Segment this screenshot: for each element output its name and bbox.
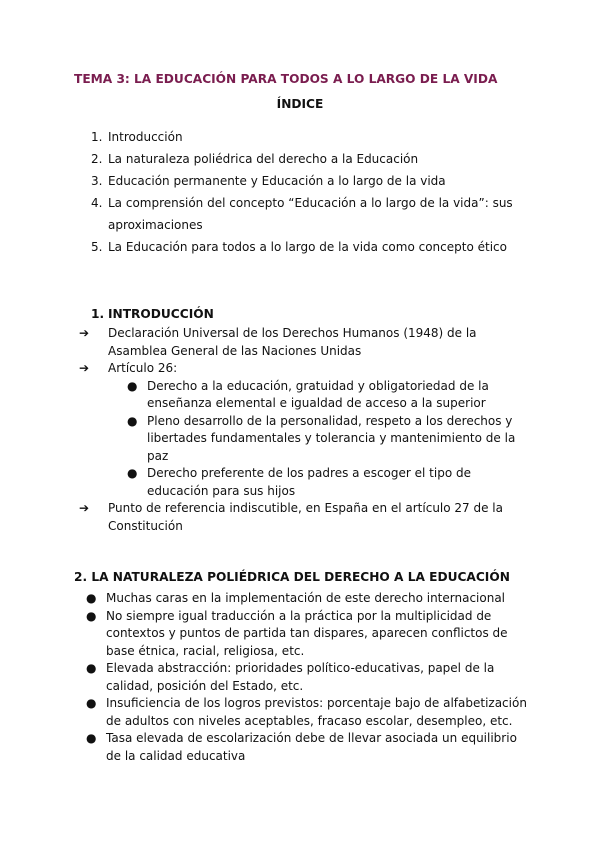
- toc-text: Introducción: [108, 130, 183, 144]
- toc-item: [91, 236, 521, 258]
- bullet-icon: ●: [86, 696, 97, 710]
- toc-number: 2.: [91, 152, 103, 166]
- toc-text: La naturaleza poliédrica del derecho a la Educación: [108, 152, 419, 166]
- arrow-text: Punto de referencia indiscutible, en España en el artículo 27 de la Constitución: [108, 501, 503, 533]
- toc-text: La Educación para todos a lo largo de la vida como concepto ético: [108, 240, 507, 254]
- bullet-item: [127, 465, 529, 500]
- arrow-item: [79, 500, 529, 535]
- arrow-icon: ➔: [79, 361, 90, 375]
- section2-heading: 2. LA NATURALEZA POLIÉDRICA DEL DERECHO A LA EDUCACIÓN: [74, 570, 510, 584]
- bullet-icon: ●: [86, 661, 97, 675]
- arrow-text: Artículo 26:: [108, 361, 178, 375]
- arrow-item: [79, 360, 529, 378]
- bullet-item: [86, 660, 531, 695]
- bullet-item: [86, 608, 531, 661]
- section1-title: INTRODUCCIÓN: [108, 307, 214, 321]
- bullet-text: Insuficiencia de los logros previstos: porcentaje bajo de alfabetización de adultos con niveles aceptables, fracaso escolar, desempleo, etc.: [106, 696, 527, 728]
- toc-item: [91, 192, 521, 236]
- arrow-item: [79, 325, 529, 360]
- bullet-icon: ●: [127, 413, 138, 428]
- bullet-text: Tasa elevada de escolarización debe de llevar asociada un equilibrio de la calidad educativa: [106, 731, 517, 763]
- bullet-item: [127, 378, 529, 413]
- arrow-icon: ➔: [79, 501, 90, 515]
- bullet-icon: ●: [127, 378, 138, 393]
- toc-text: La comprensión del concepto “Educación a lo largo de la vida”: sus aproximaciones: [108, 196, 513, 232]
- toc-number: 4.: [91, 196, 103, 210]
- toc-text: Educación permanente y Educación a lo largo de la vida: [108, 174, 446, 188]
- bullet-icon: ●: [127, 466, 138, 480]
- bullet-item: [86, 695, 531, 730]
- section1-heading: [91, 307, 214, 321]
- bullet-text: No siempre igual traducción a la práctica por la multiplicidad de contextos y puntos de partida tan dispares, aparecen conflictos de base étnica, racial, religiosa, etc.: [106, 608, 508, 658]
- bullet-item: [86, 590, 531, 608]
- arrow-text: Declaración Universal de los Derechos Humanos (1948) de la Asamblea General de las Naciones Unidas: [108, 326, 477, 358]
- toc-number: 5.: [91, 240, 103, 254]
- bullet-text: Muchas caras en la implementación de este derecho internacional: [106, 591, 506, 605]
- section1-body: [79, 325, 529, 535]
- bullet-item: [127, 413, 529, 466]
- bullet-item: [86, 730, 531, 765]
- toc-number: 3.: [91, 174, 103, 188]
- toc-item: [91, 126, 521, 148]
- bullet-text: Elevada abstracción: prioridades político-educativas, papel de la calidad, posición del Estado, etc.: [106, 661, 495, 693]
- bullet-icon: ●: [86, 731, 97, 745]
- toc-item: [91, 170, 521, 192]
- bullet-icon: ●: [86, 608, 97, 623]
- document-title: TEMA 3: LA EDUCACIÓN PARA TODOS A LO LARGO DE LA VIDA: [74, 72, 498, 86]
- bullet-icon: ●: [86, 591, 97, 605]
- bullet-text: Derecho preferente de los padres a escoger el tipo de educación para sus hijos: [147, 466, 471, 498]
- index-heading: ÍNDICE: [276, 97, 324, 111]
- toc-item: [91, 148, 521, 170]
- section2-body: [86, 590, 531, 765]
- bullet-text: Pleno desarrollo de la personalidad, respeto a los derechos y libertades fundamentales y tolerancia y mantenimiento de la paz: [147, 413, 516, 463]
- table-of-contents: [91, 126, 521, 258]
- arrow-icon: ➔: [79, 326, 90, 340]
- section1-number: 1.: [91, 307, 105, 321]
- toc-number: 1.: [91, 130, 103, 144]
- bullet-text: Derecho a la educación, gratuidad y obligatoriedad de la enseñanza elemental e igualdad de acceso a la superior: [147, 378, 489, 410]
